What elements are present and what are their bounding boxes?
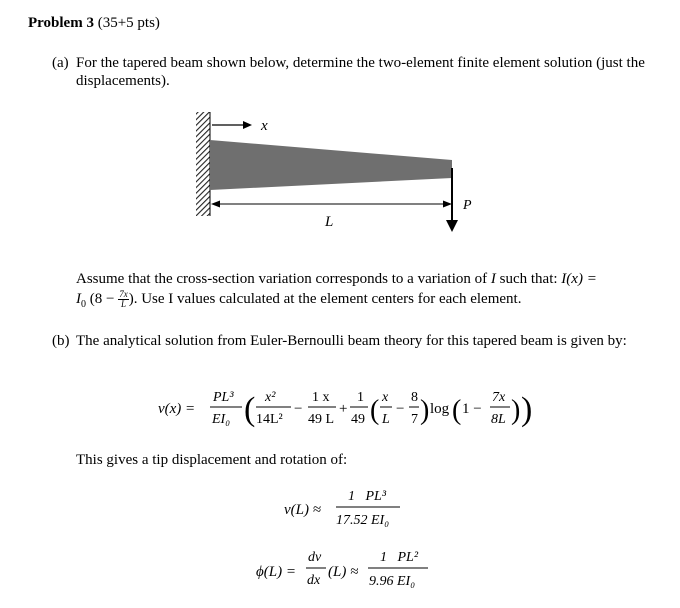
x-axis-arrowhead (243, 121, 252, 129)
tip-den: 17.52 EI₀ (336, 513, 390, 528)
paren-close: ). (128, 291, 138, 307)
I0: I (76, 291, 81, 307)
paren2-open: ( (370, 395, 380, 426)
one-minus: 1 − (462, 401, 482, 417)
t2-num: 1 x (312, 390, 330, 405)
assume-paragraph (76, 270, 666, 314)
big-paren-open: ( (244, 391, 256, 428)
assume-line-2 (76, 290, 666, 314)
dimension-arrow-left (211, 201, 220, 208)
gives-text: This gives a tip displacement and rotation of: (76, 452, 348, 468)
minus-2: − (396, 401, 405, 417)
rot-arg: (L) ≈ (328, 564, 359, 580)
t3-den: 49 (351, 412, 365, 427)
dimension-arrow-right (443, 201, 452, 208)
t1-num: x² (265, 390, 276, 405)
tip-lhs: v(L) ≈ (284, 502, 321, 518)
t5-num: 8 (411, 390, 418, 405)
pre-den: EI₀ (212, 412, 231, 427)
var-I: I (490, 271, 496, 287)
part-b-text: The analytical solution from Euler-Bernoulli beam theory for this tapered beam is given by: (76, 333, 627, 349)
I-of-x: I(x) = (561, 271, 597, 287)
t4-num: x (382, 390, 389, 405)
pre-num: PL³ (213, 390, 234, 405)
t6-num: 7x (492, 390, 506, 405)
load-arrowhead (446, 220, 458, 232)
frac-num: 7x (119, 289, 128, 300)
plus: + (339, 401, 348, 417)
big-paren-close: ) (521, 391, 533, 428)
t5-den: 7 (411, 412, 418, 427)
minus-1: − (294, 401, 303, 417)
problem-title (28, 15, 160, 32)
t3-num: 1 (357, 390, 364, 405)
assume-text-end: such that: (499, 271, 558, 287)
I0-subscript: 0 (81, 299, 86, 310)
frac-den: L (120, 299, 126, 310)
log: log (430, 401, 450, 417)
dv-num: dv (308, 550, 322, 565)
part-a-text: For the tapered beam shown below, determine the two-element finite element solution (just the displacements). (76, 55, 645, 89)
tip-num: 1 PL³ (348, 489, 387, 504)
part-b-label: (b) (52, 333, 70, 349)
assume-line-2-rest: Use I values calculated at the element centers for each element. (141, 291, 522, 307)
fraction-7x-L (118, 290, 129, 309)
t1-den: 14L² (256, 412, 283, 427)
vx-lhs: v(x) = (158, 401, 196, 417)
fixed-wall (196, 112, 210, 216)
rot-num: 1 PL² (380, 550, 419, 565)
paren3-close: ) (511, 395, 521, 426)
beam-figure (190, 108, 480, 238)
tapered-beam (210, 140, 452, 190)
rot-lhs: ϕ(L) = (256, 564, 296, 580)
x-axis-label: x (261, 118, 268, 134)
rot-den: 9.96 EI₀ (369, 574, 416, 589)
assume-text: Assume that the cross-section variation corresponds to a variation of (76, 271, 488, 287)
problem-number: Problem 3 (28, 15, 94, 31)
equation-rotation (254, 544, 444, 598)
length-label: L (325, 214, 334, 230)
part-a-label: (a) (52, 55, 69, 71)
t4-den: L (382, 412, 390, 427)
t6-den: 8L (491, 412, 506, 427)
equation-vx (150, 382, 550, 432)
paren2-close: ) (420, 395, 430, 426)
t2-den: 49 L (308, 412, 335, 427)
assume-line-1 (76, 270, 666, 288)
problem-points: (35+5 pts) (97, 15, 160, 31)
paren-open: (8 − (89, 291, 115, 307)
load-label: P (463, 198, 472, 213)
equation-tip-displacement (280, 484, 430, 534)
dx-den: dx (307, 573, 321, 588)
paren3-open: ( (452, 395, 462, 426)
